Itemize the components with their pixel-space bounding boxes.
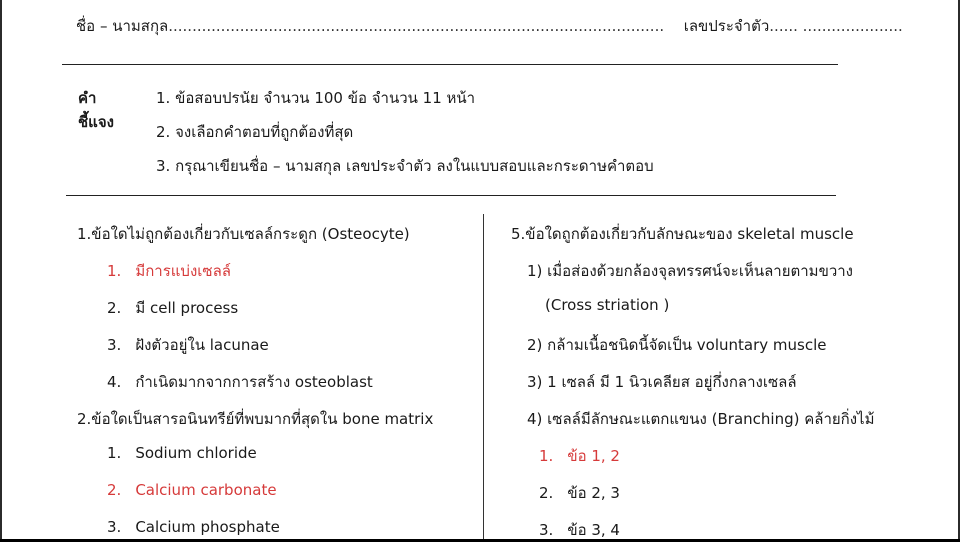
q5-option-2 xyxy=(539,481,620,505)
id-label: เลขประจำตัว xyxy=(683,17,770,35)
name-blank: ........................................................................................................ xyxy=(168,17,665,35)
option-number: 2. xyxy=(539,484,554,502)
q5-statement-1: 1) เมื่อส่องด้วยกล้องจุลทรรศน์จะเห็นลายตามขวาง xyxy=(527,262,853,280)
q5-option-3 xyxy=(539,518,620,542)
question-2: 2.ข้อใดเป็นสารอนินทรีย์ที่พบมากที่สุดใน bone matrix xyxy=(77,410,434,428)
option-number: 4. xyxy=(107,373,122,391)
header-rule xyxy=(62,64,838,65)
option-text: Calcium carbonate xyxy=(135,481,277,499)
option-text: Sodium chloride xyxy=(135,444,257,462)
column-divider xyxy=(483,214,484,539)
option-text: ข้อ 2, 3 xyxy=(567,484,620,502)
option-text: ฝังตัวอยู่ใน lacunae xyxy=(135,336,269,354)
instruction-item: 1. ข้อสอบปรนัย จำนวน 100 ข้อ จำนวน 11 หน้า xyxy=(156,89,476,107)
instructions-label: คำชี้แจง xyxy=(78,89,114,131)
q5-statement-2: 2) กล้ามเนื้อชนิดนี้จัดเป็น voluntary muscle xyxy=(527,336,827,354)
q2-option-3 xyxy=(107,518,280,536)
q2-option-1 xyxy=(107,444,257,462)
q5-option-1 xyxy=(539,444,620,468)
option-text: Calcium phosphate xyxy=(135,518,280,536)
q1-option-1 xyxy=(107,259,231,283)
q1-option-2 xyxy=(107,296,238,320)
q5-statement-4: 4) เซลล์มีลักษณะแตกแขนง (Branching) คล้ายกิ่งไม้ xyxy=(527,410,875,428)
header-line xyxy=(76,14,903,38)
option-text: มีการแบ่งเซลล์ xyxy=(135,262,231,280)
name-label: ชื่อ – นามสกุล xyxy=(76,17,169,35)
option-text: ข้อ 3, 4 xyxy=(567,521,620,539)
question-1: 1.ข้อใดไม่ถูกต้องเกี่ยวกับเซลล์กระดูก (Osteocyte) xyxy=(77,225,410,243)
q5-statement-3: 3) 1 เซลล์ มี 1 นิวเคลียส อยู่กึ่งกลางเซลล์ xyxy=(527,373,797,391)
question-5: 5.ข้อใดถูกต้องเกี่ยวกับลักษณะของ skeletal muscle xyxy=(511,225,854,243)
q1-option-3 xyxy=(107,333,269,357)
id-blank: ...... ..................... xyxy=(769,17,903,35)
instruction-item: 3. กรุณาเขียนชื่อ – นามสกุล เลขประจำตัว ลงในแบบสอบและกระดาษคำตอบ xyxy=(156,157,654,175)
q2-option-2 xyxy=(107,481,277,499)
instruction-item: 2. จงเลือกคำตอบที่ถูกต้องที่สุด xyxy=(156,123,354,141)
q1-option-4 xyxy=(107,370,373,394)
option-number: 3. xyxy=(539,521,554,539)
option-text: ข้อ 1, 2 xyxy=(567,447,620,465)
option-number: 1. xyxy=(539,447,554,465)
option-number: 2. xyxy=(107,299,122,317)
instructions-rule xyxy=(66,195,836,196)
option-number: 3. xyxy=(107,518,122,536)
option-number: 2. xyxy=(107,481,122,499)
page-border-left xyxy=(0,0,2,539)
q5-statement-1-continued: (Cross striation ) xyxy=(545,296,670,314)
option-number: 3. xyxy=(107,336,122,354)
option-number: 1. xyxy=(107,444,122,462)
option-text: มี cell process xyxy=(135,299,239,317)
option-number: 1. xyxy=(107,262,122,280)
option-text: กำเนิดมากจากการสร้าง osteoblast xyxy=(135,373,373,391)
